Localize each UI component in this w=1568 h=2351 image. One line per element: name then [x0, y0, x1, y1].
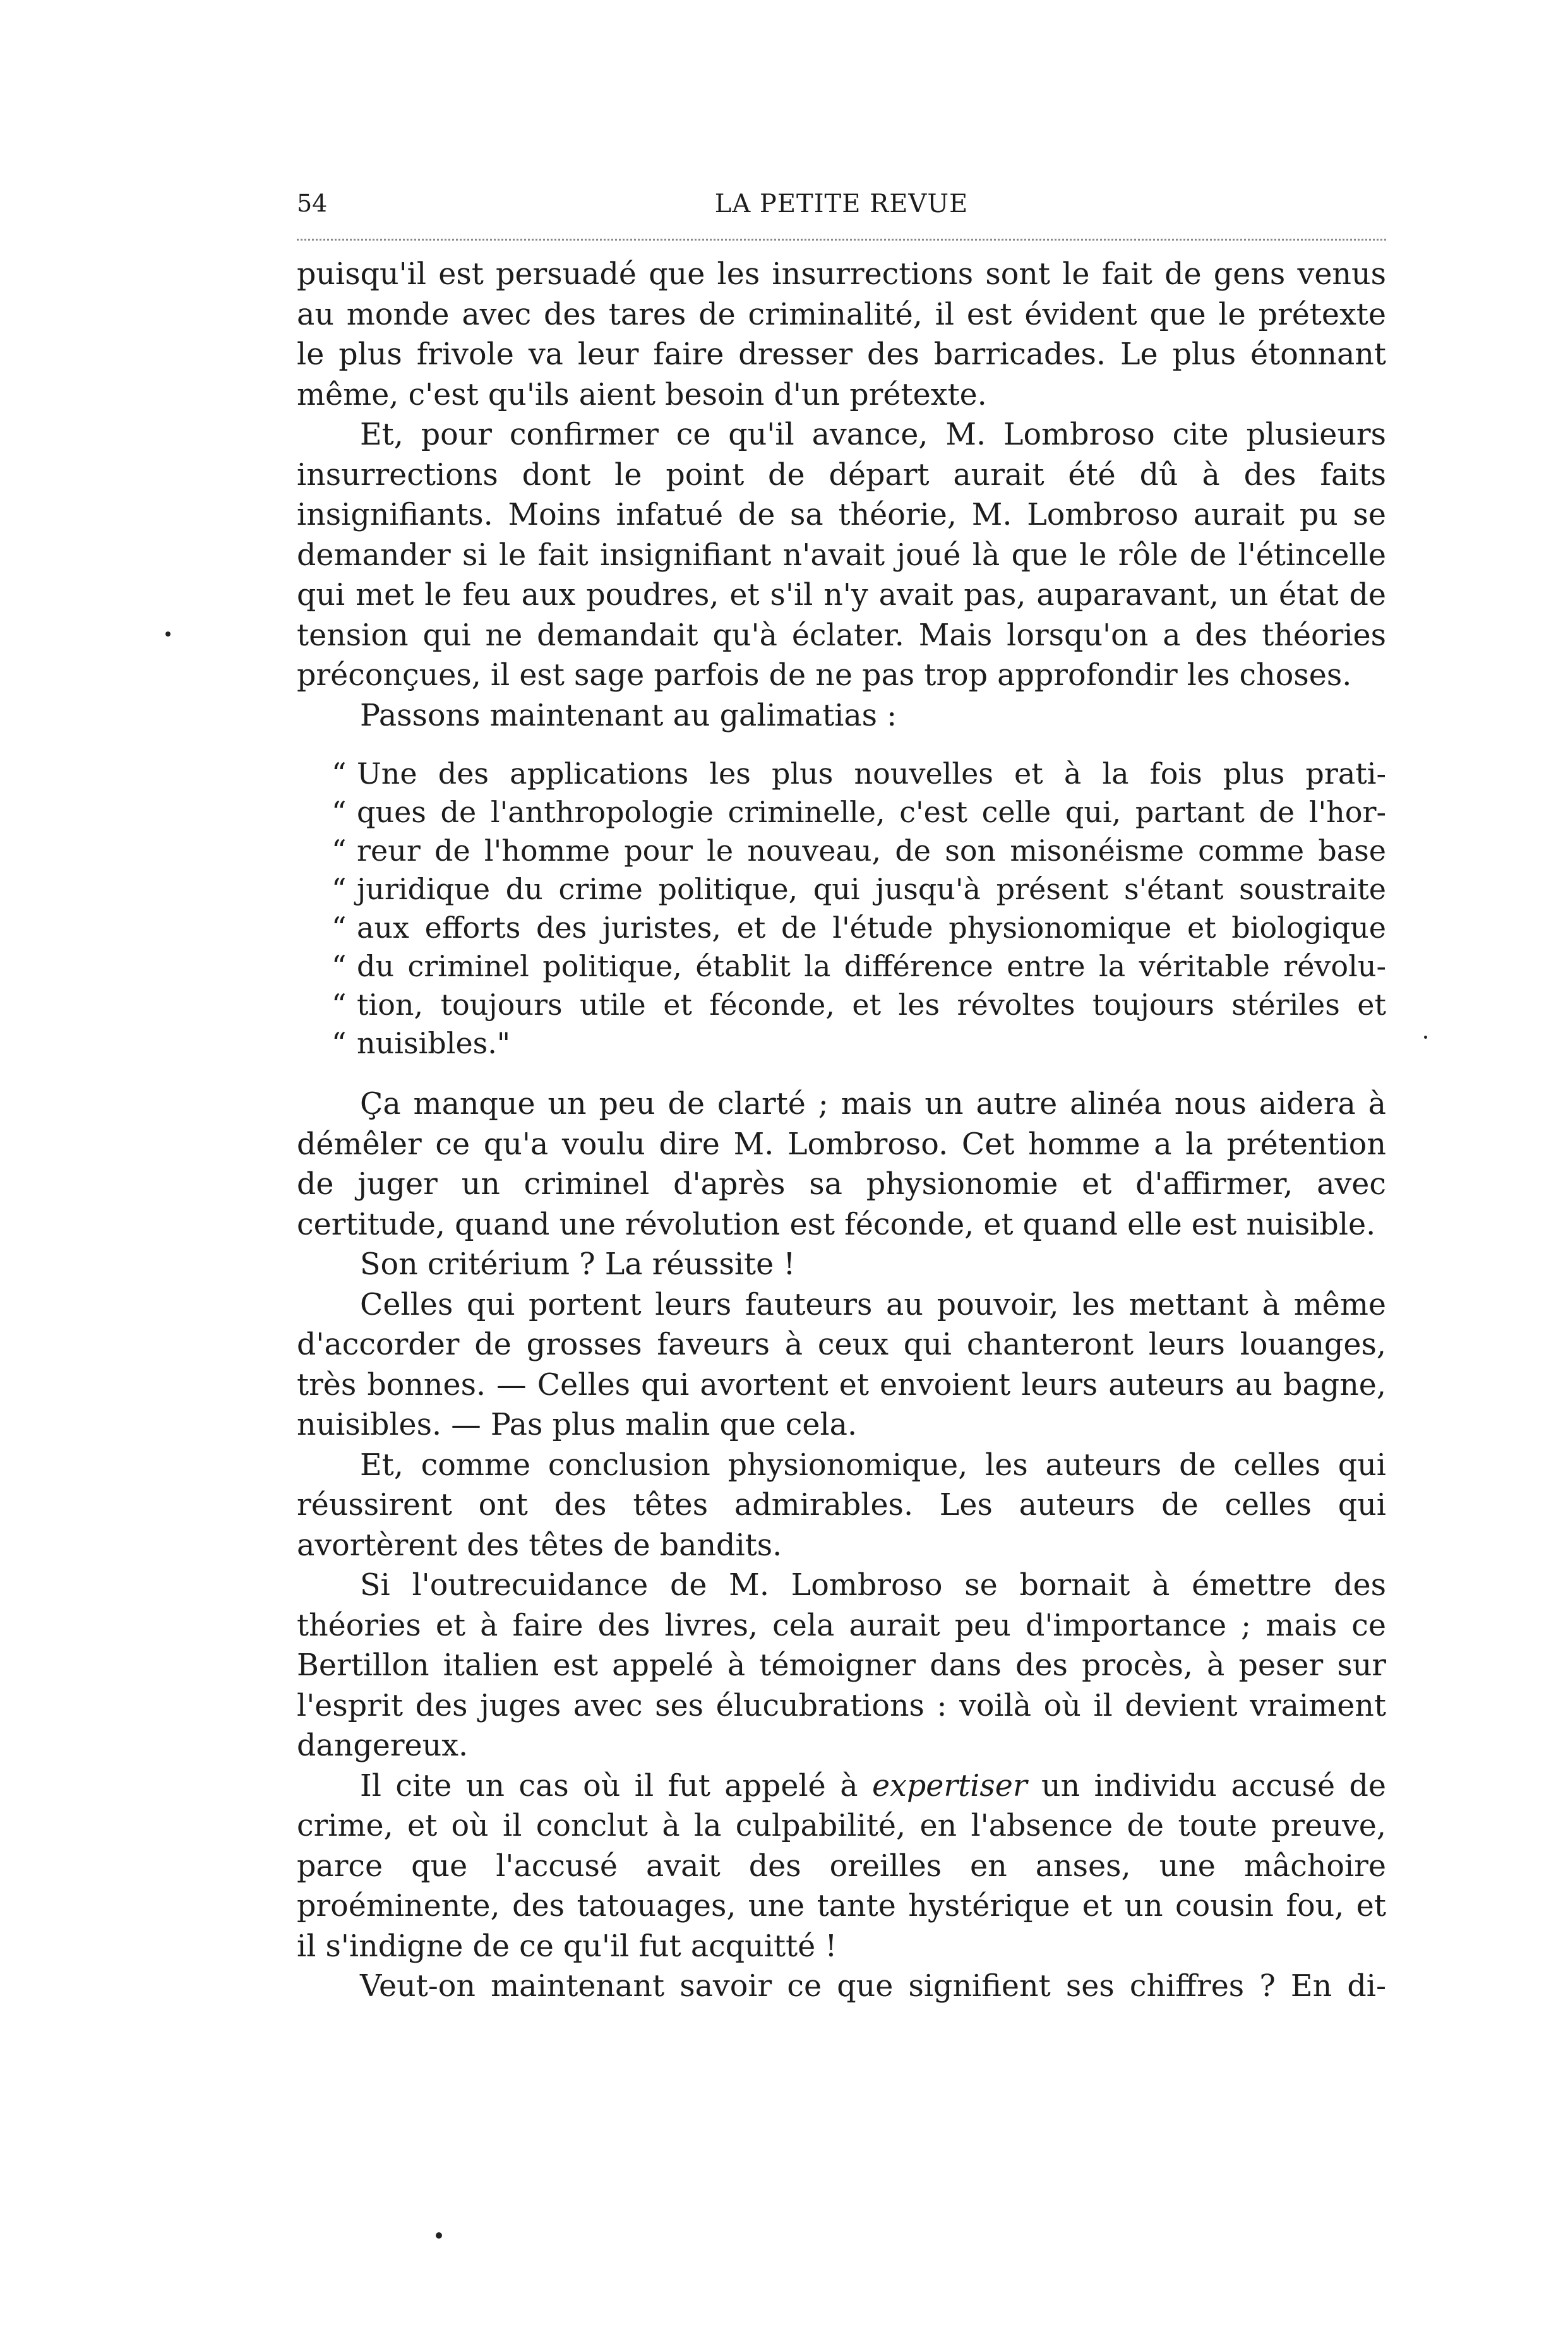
italic-term: expertiser — [871, 1768, 1027, 1804]
quote-line-text: du criminel politique, établit la différence entre la véritable révolu- — [357, 949, 1386, 983]
quote-line-text: juridique du crime politique, qui jusqu'à présent s'étant soustraite — [357, 872, 1386, 906]
page-header — [297, 189, 1386, 234]
page — [297, 189, 1386, 2007]
print-speck — [1424, 1036, 1427, 1039]
quote-line-text: nuisibles." — [357, 1026, 511, 1060]
paragraph — [297, 1766, 1386, 1967]
quote-line — [297, 947, 1386, 986]
print-speck — [436, 2232, 442, 2239]
quote-line — [297, 909, 1386, 947]
article-body — [297, 254, 1386, 2007]
quote-mark: “ — [332, 949, 347, 983]
quote-line — [297, 793, 1386, 832]
paragraph-text: un individu accusé de crime, et où il conclut à la culpabilité, en l'absence de toute preuve, parce que l'accusé avait des oreilles en anses, une mâchoire proéminente, des tatouages, une tante hystérique et un cousin fou, et il s'indigne de ce qu'il fut acquitté ! — [297, 1768, 1386, 1964]
quote-line-text: aux efforts des juristes, et de l'étude physionomique et biologique — [357, 911, 1386, 945]
quote-line — [297, 755, 1386, 793]
quote-line — [297, 1024, 1386, 1063]
header-rule — [297, 239, 1386, 241]
quote-mark: “ — [332, 988, 347, 1022]
paragraph: Ça manque un peu de clarté ; mais un autre alinéa nous aidera à démêler ce qu'a voulu dire M. Lombroso. Cet homme a la prétention de juger un criminel d'après sa physionomie et d'affirmer, avec certitude, quand une révolution est féconde, et quand elle est nuisible. — [297, 1087, 1386, 1242]
paragraph: Celles qui portent leurs fauteurs au pouvoir, les mettant à même d'accorder de grosses faveurs à ceux qui chanteront leurs louanges, très bonnes. — Celles qui avortent et envoient leurs auteurs au bagne, nuisibles. — Pas plus malin que cela. — [297, 1287, 1386, 1442]
quote-line-text: tion, toujours utile et féconde, et les révoltes toujours stériles et — [357, 988, 1386, 1022]
quote-mark: “ — [332, 834, 347, 868]
quote-mark: “ — [332, 1026, 347, 1060]
paragraph: Et, pour confirmer ce qu'il avance, M. Lombroso cite plusieurs insurrections dont le point de départ aurait été dû à des faits insignifiants. Moins infatué de sa théorie, M. Lombroso aurait pu se demander si le fait insignifiant n'avait joué là que le rôle de l'étincelle qui met le feu aux poudres, et s'il n'y avait pas, auparavant, un état de tension qui ne demandait qu'à éclater. Mais lorsqu'on a des théories préconçues, il est sage parfois de ne pas trop approfondir les choses. — [297, 417, 1386, 693]
block-quote — [297, 755, 1386, 1063]
paragraph: Son critérium ? La réussite ! — [360, 1247, 796, 1282]
quote-mark: “ — [332, 795, 347, 829]
running-title: LA PETITE REVUE — [714, 189, 969, 218]
quote-line — [297, 870, 1386, 909]
quote-line — [297, 986, 1386, 1024]
paragraph: Et, comme conclusion physionomique, les auteurs de celles qui réussirent ont des têtes admirables. Les auteurs de celles qui avortèrent des têtes de bandits. — [297, 1447, 1386, 1563]
quote-line-text: ques de l'anthropologie criminelle, c'est celle qui, partant de l'hor- — [357, 795, 1386, 829]
quote-mark: “ — [332, 872, 347, 906]
quote-line-text: reur de l'homme pour le nouveau, de son misonéisme comme base — [357, 834, 1386, 868]
page-number: 54 — [297, 189, 328, 217]
paragraph: Passons maintenant au galimatias : — [360, 698, 897, 733]
quote-mark: “ — [332, 757, 347, 791]
quote-line-text: Une des applications les plus nouvelles et à la fois plus prati- — [357, 757, 1386, 791]
print-speck — [165, 631, 171, 637]
quote-line — [297, 832, 1386, 870]
quote-mark: “ — [332, 911, 347, 945]
paragraph-text: Il cite un cas où il fut appelé à — [360, 1768, 872, 1804]
paragraph: Veut-on maintenant savoir ce que signifient ses chiffres ? En di- — [360, 1969, 1386, 2004]
paragraph: puisqu'il est persuadé que les insurrections sont le fait de gens venus au monde avec des tares de criminalité, il est évident que le prétexte le plus frivole va leur faire dresser des barricades. Le plus étonnant même, c'est qu'ils aient besoin d'un prétexte. — [297, 257, 1386, 412]
paragraph: Si l'outrecuidance de M. Lombroso se bornait à émettre des théories et à faire des livres, cela aurait peu d'importance ; mais ce Bertillon italien est appelé à témoigner dans des procès, à peser sur l'esprit des juges avec ses élucubrations : voilà où il devient vraiment dangereux. — [297, 1568, 1386, 1763]
